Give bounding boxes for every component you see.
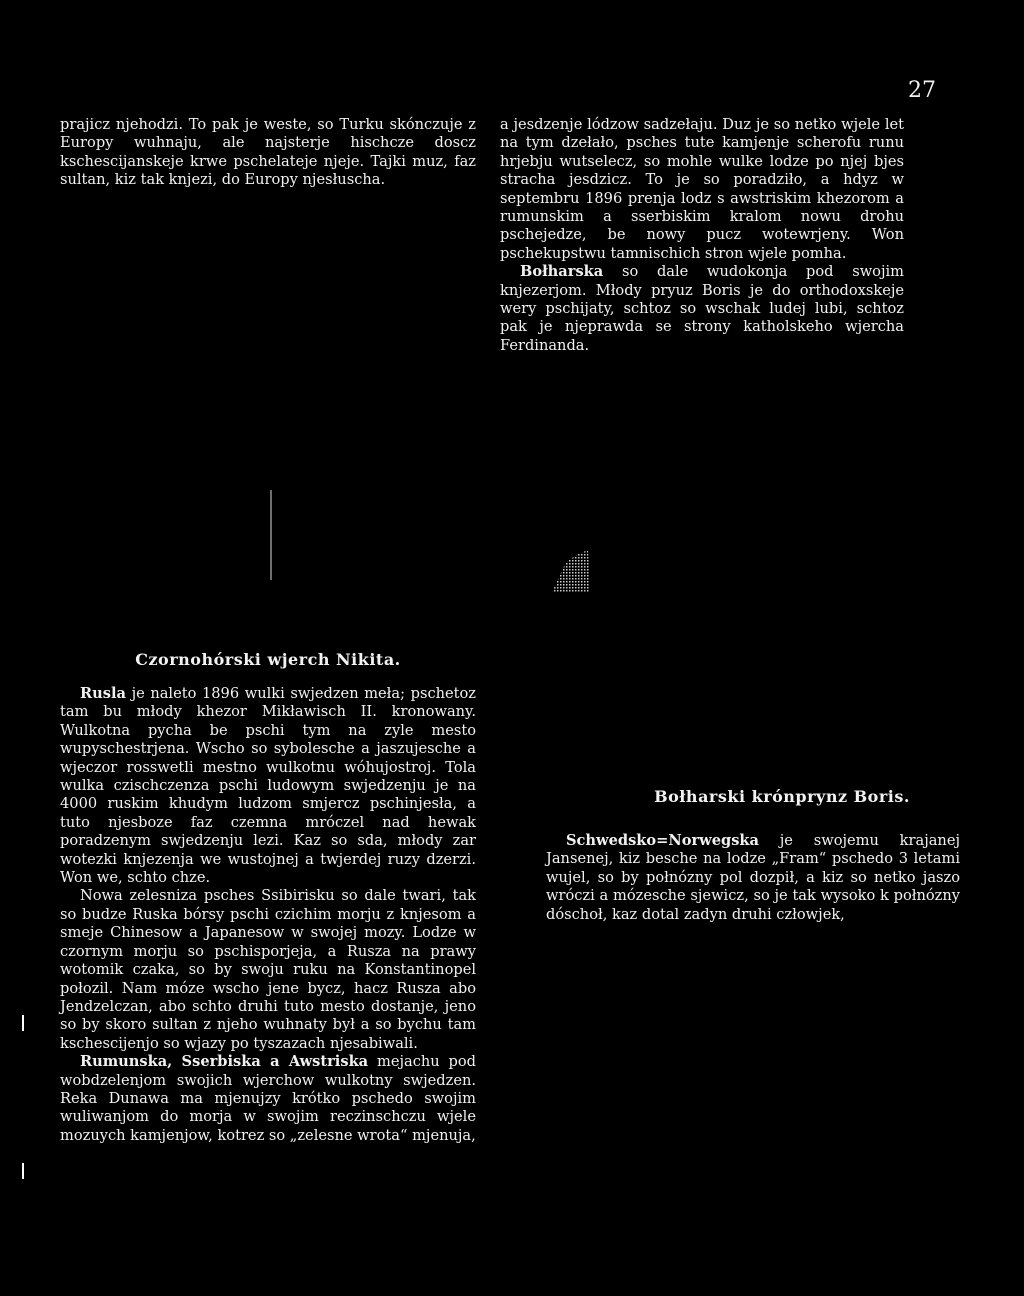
portrait-right	[548, 548, 590, 592]
danube-paragraph: a jesdzenje lódzow sadzełaju. Duz je so netko wjele let na tym dzełało, psches tute kamjenje scherofu runu hrjebju wutselecz, so mohle wulke lodze po njej bjes stracha jesdzicz. To je so poradziło, a hdyz w septembru 1896 prenja lodz s awstriskim khezorom a rumunskim a sserbiskim kralom nowu drohu pschejedze, be nowy pucz wotewrjeny. Won pschekupstwu tamnischich stron wjele pomha.	[500, 116, 904, 262]
margin-mark-2	[22, 1163, 24, 1179]
bulgaria-paragraph	[500, 263, 904, 355]
portrait-right-texture	[548, 548, 590, 592]
sweden-paragraph	[546, 832, 960, 924]
romania-paragraph	[60, 1053, 476, 1145]
left-bottom-column	[60, 685, 476, 1145]
romania-heading: Rumunska, Sserbiska a Awstriska	[80, 1053, 369, 1071]
left-top-column	[60, 116, 476, 190]
romania-text: mejachu pod wobdzelenjom swojich wjerchow wulkotny swjedzen. Reka Dunawa ma mjenujzy krótko pschedo swojim wuliwanjom do morja w swojim reczinschczu wjele mozuych kamjenjow, kotrez so „zelesne wrota“ mjenuja,	[60, 1053, 476, 1144]
sweden-heading: Schwedsko=Norwegska	[566, 832, 759, 849]
sweden-text: je swojemu krajanej Jansenej, kiz besche na lodze „Fram“ pschedo 3 letami wujel, so by połnózny pol dozpił, a kiz so netko jaszo wróczi a mózesche sjewicz, so je tak wysoko k połnózny dóschoł, kaz dotal zadyn druhi człowjek,	[546, 832, 960, 923]
russia-text: je naleto 1896 wulki swjedzen meła; pschetoz tam bu młody khezor Mikławisch II. kronowany. Wulkotna pycha be pschi tym na zyle mesto wupyschestrjena. Wscho so sybolesche a jaszujesche a wjeczor rosswetli mestno wulkotnu wóhujostroj. Tola wulka czischczenza pschi ludowym swjedzenju je na 4000 ruskim khudym ludzom smjercz pschinjesła, a tuto njesboze faz czemna mróczel nad hewak poradzenym swjedzenju lezi. Kaz so sda, młody zar wotezki knjezenja we wustojnej a twjerdej ruzy dzerzi. Won we, schto chze.	[60, 685, 476, 887]
bulgaria-text: so dale wudokonja pod swojim knjezerjom. Młody pryuz Boris je do orthodoxskeje wery pschijaty, schtoz so wschak ludej lubi, schtoz pak je njeprawda se strony katholskeho wjercha Ferdinanda.	[500, 263, 904, 354]
russia-heading: Rusla	[80, 685, 126, 702]
railway-paragraph: Nowa zelesniza psches Ssibirisku so dale twari, tak so budze Ruska bórsy pschi czichim morju z knjesom a smeje Chinesow a Japanesow w swojej mozy. Lodze w czornym morju so pschisporjeja, a Rusza na prawy wotomik czaka, so by swoju ruku na Konstantinopel połozil. Nam móze wscho jene bycz, hacz Rusza abo Jendzelczan, abo schto druhi tuto mesto dostanje, jeno so by skoro sultan z njeho wuhnaty był a so bychu tam kschescijenjo so wjazy po tyszazach njesabiwali.	[60, 887, 476, 1052]
margin-mark-1	[22, 1015, 24, 1031]
right-bottom-column	[546, 832, 960, 924]
right-caption: Bołharski krónprynz Boris.	[654, 787, 910, 806]
page-number: 27	[908, 78, 936, 103]
russia-paragraph	[60, 685, 476, 887]
right-top-column	[500, 116, 904, 355]
left-top-paragraph: prajicz njehodzi. To pak je weste, so Turku skónczuje z Europy wuhnaju, ale najsterje hischcze doscz kschescijanskeje krwe pschelateje njeje. Tajki muz, faz sultan, kiz tak knjezi, do Europy njesłuscha.	[60, 116, 476, 189]
bulgaria-heading: Bołharska	[520, 263, 604, 281]
portrait-left	[265, 490, 277, 580]
portrait-left-trace	[265, 490, 277, 580]
left-caption: Czornohórski wjerch Nikita.	[135, 650, 401, 669]
